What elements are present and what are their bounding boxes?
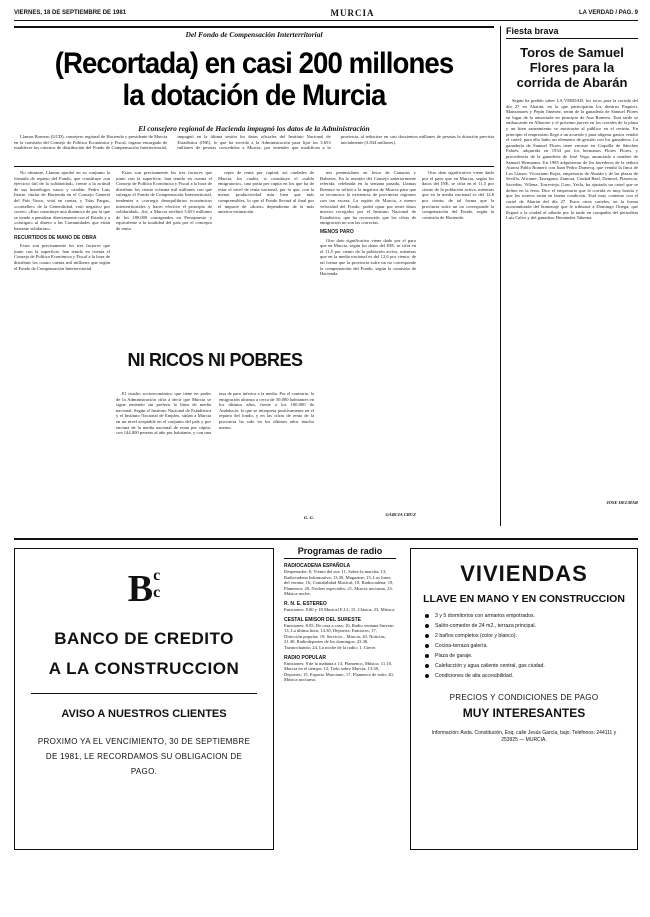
feature-item: Cocina-terraza galería.	[425, 643, 623, 649]
bank-logo-b: B	[127, 568, 154, 610]
column-4-text-b: Otro dato significativo viene dado por el paro que en Murcia, según los datos del INE, se cifra en el 11,5 por ciento de la población activa, mientras que en la media nacional es del 12,6 por ciento; de tal forma que la provincia sufre un no corresponde la compensación del Fondo, según la comisión de Hacienda.	[320, 237, 416, 277]
feature-item: Salón-comedor de 24 m2., terraza principal.	[425, 623, 623, 629]
radio-station-name: RADIO POPULAR	[284, 654, 326, 661]
article-subhead: El consejero regional de Hacienda impugnó los datos de la Administración	[138, 124, 370, 133]
radio-station-text: Despertador: 8, Viento del sur; 11, Sobre la marcha; 13, Radiocadena Informativa; 13,30, Magazine; 15, Los lunes del verano; 16, Contabilidad Musical; 18, Radiocadena; 19, Flamenco; 20, Noches especiales; 21, Murcia nocturna, 23, Música noche.	[284, 569, 394, 597]
box-text: El cuadro socioeconómico que tiene en poder de la Administración cifra a decir que Murcia se sigue teniendo sin preferir la línea de media nacional. Según el Instituto Nacional de Estadística y el Instituto Nacional de Empleo, sitúan a Murcia en un nivel aceptable en el conjunto del país y por encima de la media nacional de renta per cápita, con 144.000 pesetas al año por habitante, y con una tasa de paro inferior a la media. Por el contrario, la emigración alcanza a cerca de 50.000 habitantes en los últimos años, frente a los 100.000 de Andalucía, lo que se interpreta positivamente en el reparto del fondo, y en las cifras de renta de la provincia ha sido en los últimos años mucho menor.	[116, 391, 314, 436]
bank-notice-title: AVISO A NUESTROS CLIENTES	[61, 708, 227, 720]
bullet-icon	[425, 624, 429, 628]
viviendas-conditions: PRECIOS Y CONDICIONES DE PAGO	[449, 693, 599, 702]
feature-item: Calefacción y agua caliente central, gas ciudad.	[425, 663, 623, 669]
sidebar-text: Según ha podido saber LA VERDAD, los toros para la corrida del día 27 en Abarán, en la que participarán los diestros Paquirri, Manzanares y Pepín Jiménez, serán de la ganadería de Samuel Flores en lugar de la anunciada en principio de Ana Romero. Esta tarde se embarcarán en Albacete y el próximo jueves en los corrales de la plaza y un bien saneamiento se mostrarán al público en el recinto. En principio el empresario llegó a un acuerdo y para aligerar gastos vendió el cartel; para ello hubo un elemento de gestión con los ganaderos. La ganadería de Samuel Flores tiene encaste en Coquilla de Sánchez Fabrés, adquirida en 1934 por los hermanos Flores Flores, y procedencia de la ganadería de José Vega, anunciada a nombre de Samuel Hermanos. En 1985 adquirieron de los herederos de la señora Aurora Pablo Romero con Juan Pedro Domecq, que vendió la finca de Los Llanos. Victoriano Rojas, empresario de Abarán y de las plazas de Sevilla, Alicante, Tarragona, Zamora, Ciudad Real, Daimiel, Plasencia, Sacedón, Villena, Torrevieja, Grao, Yecla, ha ajustado un cartel que se define en la feria. Dice el empresario que la corrida es muy bonita y que los toreros están en buena condición. Está muy contento con el cartel de Abarán del día 27. Estos otros carteles, en la forma acostumbrada del homenaje que le tributará a Domingo Ortega, que llegará a la ciudad el sábado por la tarde en compañía del periodista Luis Calvo y del ganadero Hernández Taberna.	[506, 98, 638, 221]
viviendas-interesting: MUY INTERESANTES	[462, 706, 586, 720]
radio-station-text: Emisiones: 8 de la mañana a 13, Flamenco, Música, 11.10, Murcia en el tiempo; 12, Todo sobre Murcia; 13.30, Deportes; 15, Espacio Murciano; 17, Flamenco de todo; 20, Música nocturna.	[284, 660, 394, 683]
sidebar-headline: Toros de Samuel Flores para la corrida de Abarán	[516, 45, 628, 90]
lead-rule	[14, 166, 494, 167]
lead-paragraph: Llamas Romero (UCD), consejero regional de Hacienda y presidente de Murcia en la comisión del Consejo de Política Económica y Fiscal, órgano encargado de establecer los criterios de distribución del Fondo de Compensación Interterritorial, impugnó en la última sesión los datos oficiales del Instituto Nacional de Estadística (INE), lo que ha servido a la Administración para fijar los 3.653 millones de pesetas concedidos a Murcia, por entender que modifican a la provincia, al reducirse en casi doscientos millones de pesetas la dotación prevista inicialmente (3.834 millones).	[14, 134, 494, 151]
box-heading: NI RICOS NI POBRES	[127, 350, 303, 370]
sidebar-label: Fiesta brava	[506, 26, 638, 39]
menos-paro-heading: MENOS PARO	[320, 228, 354, 235]
radio-title: Programas de radio	[284, 546, 396, 559]
column-4-text: nes peninsulares en favor de Canarias y Baleares. En la reunión del Consejo anteriormente referida, celebrada en la semana pasada, Llamas Romero se refirió a la negativa de Murcia para que se reconozca la existencia de provincias regiones con tan escasa. La región de Murcia, a menor velocidad del Fondo, podrá optar por tener datos nuevos recogidos por el Instituto Nacional de Estadística, que ha reconocido que las cifras de emigración no son las correctas.	[320, 170, 416, 226]
viviendas-info: Información: Avda. Constitución, Esq. calle Jesús García, bajo. Teléfonos: 244111 y 253925 — MURCIA.	[431, 730, 617, 743]
article-column-3	[218, 170, 314, 330]
bullet-icon	[425, 674, 429, 678]
sidebar-byline: JOSE DELMAR	[606, 500, 638, 505]
radio-station-2	[284, 617, 396, 651]
column-5-text: Otro dato significativo viene dado por el paro que en Murcia, según los datos del INE, se cifra en el 11,5 por ciento de la población activa, mientras que en la media nacional es del 12,6 por ciento; de tal forma que la provincia sufre un no corresponde la compensación del Fondo, según la comisión de Hacienda.	[422, 170, 494, 220]
feature-item: Condiciones de alta accesibilidad.	[425, 673, 623, 679]
bullet-icon	[425, 664, 429, 668]
box-section	[116, 334, 314, 520]
bullet-icon	[425, 644, 429, 648]
bank-name-line-1: BANCO DE CREDITO	[54, 629, 234, 648]
sidebar	[506, 26, 638, 505]
bank-logo-c1: c	[153, 567, 161, 584]
sidebar-text-block	[506, 98, 638, 498]
bank-name-line-2: A LA CONSTRUCCION	[48, 659, 240, 678]
masthead: MURCIA	[330, 8, 375, 18]
page-header	[14, 6, 638, 21]
top-rule	[14, 26, 494, 28]
column-1-text: No obstante, Llamas aprobó en su conjunto la fórmula de reparto del Fondo, que constituye «un ejercicio útil de la solidaridad», frente a la actitud de sus homólogos vasco y catalán. Pedro Luis Iriarte, titular de Hacienda en el Consejo General del País Vasco, votó en contra, y Trías Fargas, «conseller» de la Generalidad, votó negativo por correo: «Esto constituye una dinámica de por la que se tiende a penalizar directamente con el Estado y a «castigar» al dinero a las Comunidades que están bastante solidarias».	[14, 170, 110, 231]
bank-advertisement	[14, 548, 274, 850]
viviendas-subtitle: LLAVE EN MANO Y EN CONSTRUCCION	[423, 593, 625, 605]
viviendas-title: VIVIENDAS	[460, 561, 588, 586]
article-kicker: Del Fondo de Compensación Interterritorial	[185, 30, 323, 39]
article-column-4	[320, 170, 416, 510]
bank-logo-c2: c	[153, 584, 161, 601]
column-1-heading: RECURTIDOS DE MANO DE OBRA	[14, 234, 97, 241]
feature-item: Plaza de garaje.	[425, 653, 623, 659]
radio-station-1	[284, 601, 396, 613]
article-column-1	[14, 170, 110, 515]
bullet-icon	[425, 614, 429, 618]
bank-logo	[15, 567, 273, 611]
article-column-2	[116, 170, 212, 330]
column-1-text-b: Estos son precisamente los tres factores que junto con la superficie, han tenido en cuenta el Consejo de Política Económica y Fiscal a la hora de distribuir los cuatro cuenta mil millones que según el Fondo de Compensación Interterritorial.	[14, 243, 110, 271]
radio-station-name: CESTAL EMISOR DEL SURESTE	[284, 616, 361, 623]
radio-station-text: Emisiones: 8.05, De casa a casa; 10, Radio ventana Sureste; 13, La última hora; 14.30, Deportes, Entonces; 17, Dirección popular; 19, Servicio... Murcia; 20, Noticias; 21.30, Radiodeportes de los domingos; 23.30, Trasnochando; 24, La noche de la radio; 1, Cierre.	[284, 622, 395, 650]
bank-notice-text: PROXIMO YA EL VENCIMIENTO, 30 DE SEPTIEMBRE DE 1981, LE RECORDAMOS SU OBLIGACION DE PAGO.	[37, 737, 251, 776]
radio-station-name: RADIOCADENA ESPAÑOLA	[284, 563, 351, 569]
bullet-icon	[425, 634, 429, 638]
issue-date: VIERNES, 18 DE SEPTIEMBRE DE 1981	[14, 10, 127, 16]
radio-station-3	[284, 655, 396, 683]
page-number: LA VERDAD / PAG. 9	[578, 10, 638, 16]
column-3-text: cepto de renta por capital; así ciudades de Murcia, los cuales, si constituye el «saldo emigratorio», una pasta per capita en los que ha de estar el nivel de renta nacional, por lo que, con la menor productividad más bien que más comprensibles, lo que el Fondo llevará al final por el importe de «dosis» dependiente de la más anterior estimación.	[218, 170, 314, 215]
feature-item: 3 y 5 dormitorios con armarios empotrados.	[425, 613, 623, 619]
article-lead	[14, 134, 494, 164]
feature-item: 2 baños completos (color y blanco).	[425, 633, 623, 639]
column-4-byline: GARCIA CRUZ	[385, 512, 416, 517]
sidebar-divider	[500, 26, 501, 526]
bullet-icon	[425, 654, 429, 658]
article-column-5	[422, 170, 494, 515]
bottom-section-rule	[14, 538, 638, 540]
viviendas-features	[425, 613, 623, 679]
radio-programs	[284, 546, 396, 683]
column-2-text: Estos son precisamente los tres factores que junto con la superficie, han tenido en cuenta el Consejo de Política Económica y Fiscal a la hora de distribuir los ciento ochenta mil millones con que sufragar el Fondo de Compensación Interterritorial, tendentes a «corregir desequilibrios económicos interterritoriales y hacer efectivo el principio de solidaridad». Así, a Murcia recibirá 3.653 millones de los 180.000 consignados en Presupuesto y equivalente a la totalidad del país por el concepto de renta.	[116, 170, 212, 231]
headline-line-2: la dotación de Murcia	[122, 79, 386, 112]
box-text-block	[116, 391, 314, 511]
box-byline: G. G.	[303, 515, 314, 520]
radio-station-text: Emisiones: 8.00 y 18 Musical F.J.2; 15, Clásica; 23, Música.	[284, 606, 396, 612]
radio-station-name: R. N. E. ESTEREO	[284, 600, 327, 607]
viviendas-advertisement	[410, 548, 638, 850]
article-headline-block	[14, 48, 494, 112]
radio-station-0	[284, 563, 396, 597]
headline-line-1: (Recortada) en casi 200 millones	[54, 47, 454, 80]
